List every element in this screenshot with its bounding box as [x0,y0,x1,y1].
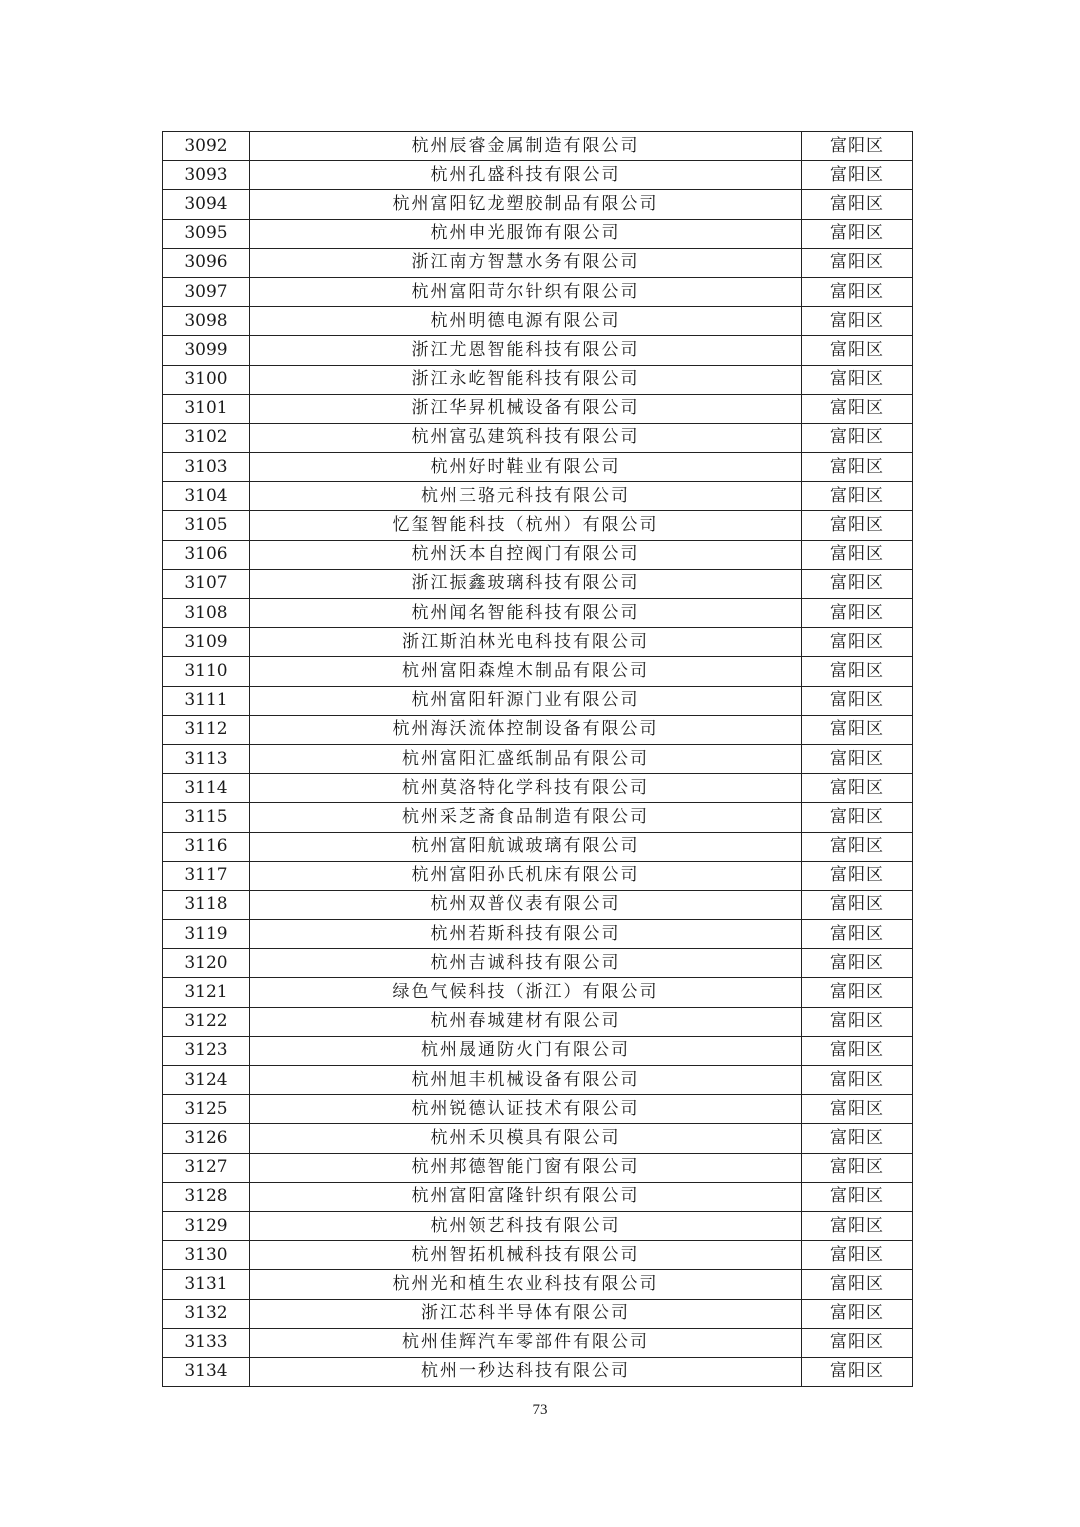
table-row [163,774,913,803]
company-name-cell: 杭州领艺科技有限公司 [250,1211,802,1240]
district-cell: 富阳区 [802,1241,913,1270]
row-number-cell: 3094 [163,190,250,219]
company-name-cell: 杭州佳辉汽车零部件有限公司 [250,1328,802,1357]
table-row [163,890,913,919]
company-name-cell: 浙江芯科半导体有限公司 [250,1299,802,1328]
table-row [163,861,913,890]
company-name-cell: 浙江尤恩智能科技有限公司 [250,336,802,365]
district-cell: 富阳区 [802,1124,913,1153]
row-number-cell: 3115 [163,803,250,832]
district-cell: 富阳区 [802,949,913,978]
row-number-cell: 3129 [163,1211,250,1240]
district-cell: 富阳区 [802,1066,913,1095]
table-row [163,1066,913,1095]
table-row [163,1124,913,1153]
row-number-cell: 3103 [163,453,250,482]
table-row [163,978,913,1007]
table-row [163,920,913,949]
table-row [163,365,913,394]
district-cell: 富阳区 [802,336,913,365]
row-number-cell: 3095 [163,219,250,248]
district-cell: 富阳区 [802,394,913,423]
row-number-cell: 3109 [163,628,250,657]
row-number-cell: 3118 [163,890,250,919]
company-name-cell: 杭州孔盛科技有限公司 [250,161,802,190]
company-name-cell: 杭州富阳钇龙塑胶制品有限公司 [250,190,802,219]
table-row [163,1153,913,1182]
table-row [163,832,913,861]
district-cell: 富阳区 [802,628,913,657]
row-number-cell: 3122 [163,1007,250,1036]
row-number-cell: 3108 [163,599,250,628]
company-name-cell: 杭州晟通防火门有限公司 [250,1036,802,1065]
table-row [163,599,913,628]
district-cell: 富阳区 [802,774,913,803]
row-number-cell: 3119 [163,920,250,949]
company-name-cell: 杭州好时鞋业有限公司 [250,453,802,482]
table-row [163,482,913,511]
row-number-cell: 3130 [163,1241,250,1270]
company-name-cell: 杭州锐德认证技术有限公司 [250,1095,802,1124]
district-cell: 富阳区 [802,1299,913,1328]
row-number-cell: 3096 [163,248,250,277]
company-name-cell: 浙江振鑫玻璃科技有限公司 [250,569,802,598]
row-number-cell: 3121 [163,978,250,1007]
company-name-cell: 杭州禾贝模具有限公司 [250,1124,802,1153]
company-name-cell: 杭州智拓机械科技有限公司 [250,1241,802,1270]
row-number-cell: 3104 [163,482,250,511]
district-cell: 富阳区 [802,569,913,598]
row-number-cell: 3097 [163,277,250,306]
company-table-body [163,132,913,1387]
company-name-cell: 杭州春城建材有限公司 [250,1007,802,1036]
district-cell: 富阳区 [802,511,913,540]
table-row [163,1299,913,1328]
district-cell: 富阳区 [802,1153,913,1182]
district-cell: 富阳区 [802,1007,913,1036]
company-name-cell: 忆玺智能科技（杭州）有限公司 [250,511,802,540]
row-number-cell: 3131 [163,1270,250,1299]
company-table [162,131,913,1387]
district-cell: 富阳区 [802,686,913,715]
row-number-cell: 3126 [163,1124,250,1153]
table-row [163,1328,913,1357]
company-name-cell: 杭州富阳富隆针织有限公司 [250,1182,802,1211]
company-name-cell: 浙江南方智慧水务有限公司 [250,248,802,277]
district-cell: 富阳区 [802,1270,913,1299]
row-number-cell: 3112 [163,715,250,744]
district-cell: 富阳区 [802,190,913,219]
table-row [163,511,913,540]
district-cell: 富阳区 [802,453,913,482]
company-name-cell: 绿色气候科技（浙江）有限公司 [250,978,802,1007]
table-row [163,1211,913,1240]
district-cell: 富阳区 [802,1036,913,1065]
company-name-cell: 杭州辰睿金属制造有限公司 [250,132,802,161]
row-number-cell: 3116 [163,832,250,861]
table-row [163,219,913,248]
company-name-cell: 杭州双普仪表有限公司 [250,890,802,919]
company-name-cell: 杭州富阳森煌木制品有限公司 [250,657,802,686]
row-number-cell: 3102 [163,423,250,452]
page-number: 73 [532,1402,548,1418]
company-name-cell: 杭州富阳轩源门业有限公司 [250,686,802,715]
company-name-cell: 杭州吉诚科技有限公司 [250,949,802,978]
district-cell: 富阳区 [802,1211,913,1240]
company-name-cell: 杭州沃本自控阀门有限公司 [250,540,802,569]
table-row [163,744,913,773]
table-row [163,161,913,190]
row-number-cell: 3120 [163,949,250,978]
row-number-cell: 3100 [163,365,250,394]
district-cell: 富阳区 [802,1095,913,1124]
district-cell: 富阳区 [802,219,913,248]
company-name-cell: 杭州邦德智能门窗有限公司 [250,1153,802,1182]
row-number-cell: 3101 [163,394,250,423]
company-name-cell: 杭州莫洛特化学科技有限公司 [250,774,802,803]
row-number-cell: 3113 [163,744,250,773]
table-row [163,715,913,744]
district-cell: 富阳区 [802,540,913,569]
table-row [163,803,913,832]
district-cell: 富阳区 [802,920,913,949]
row-number-cell: 3117 [163,861,250,890]
row-number-cell: 3128 [163,1182,250,1211]
table-row [163,336,913,365]
district-cell: 富阳区 [802,161,913,190]
table-row [163,307,913,336]
table-row [163,1241,913,1270]
row-number-cell: 3092 [163,132,250,161]
company-name-cell: 浙江华昇机械设备有限公司 [250,394,802,423]
row-number-cell: 3127 [163,1153,250,1182]
district-cell: 富阳区 [802,365,913,394]
table-row [163,1036,913,1065]
row-number-cell: 3110 [163,657,250,686]
district-cell: 富阳区 [802,832,913,861]
company-name-cell: 杭州采芝斋食品制造有限公司 [250,803,802,832]
row-number-cell: 3099 [163,336,250,365]
district-cell: 富阳区 [802,423,913,452]
company-name-cell: 杭州光和植生农业科技有限公司 [250,1270,802,1299]
table-row [163,949,913,978]
company-name-cell: 杭州富阳孙氏机床有限公司 [250,861,802,890]
row-number-cell: 3093 [163,161,250,190]
table-row [163,657,913,686]
table-row [163,1007,913,1036]
row-number-cell: 3106 [163,540,250,569]
table-row [163,686,913,715]
table-row [163,1270,913,1299]
district-cell: 富阳区 [802,248,913,277]
table-row [163,423,913,452]
district-cell: 富阳区 [802,132,913,161]
row-number-cell: 3123 [163,1036,250,1065]
row-number-cell: 3125 [163,1095,250,1124]
company-name-cell: 杭州富阳汇盛纸制品有限公司 [250,744,802,773]
table-row [163,540,913,569]
company-name-cell: 杭州海沃流体控制设备有限公司 [250,715,802,744]
table-row [163,248,913,277]
table-row [163,132,913,161]
row-number-cell: 3107 [163,569,250,598]
table-row [163,1095,913,1124]
company-name-cell: 杭州旭丰机械设备有限公司 [250,1066,802,1095]
row-number-cell: 3098 [163,307,250,336]
company-name-cell: 杭州富阳苛尔针织有限公司 [250,277,802,306]
company-name-cell: 杭州三骆元科技有限公司 [250,482,802,511]
table-row [163,394,913,423]
row-number-cell: 3124 [163,1066,250,1095]
table-row [163,453,913,482]
district-cell: 富阳区 [802,307,913,336]
company-name-cell: 杭州富阳航诚玻璃有限公司 [250,832,802,861]
company-name-cell: 杭州若斯科技有限公司 [250,920,802,949]
row-number-cell: 3134 [163,1357,250,1386]
table-row [163,569,913,598]
district-cell: 富阳区 [802,599,913,628]
row-number-cell: 3133 [163,1328,250,1357]
row-number-cell: 3105 [163,511,250,540]
district-cell: 富阳区 [802,657,913,686]
district-cell: 富阳区 [802,1357,913,1386]
district-cell: 富阳区 [802,978,913,1007]
company-name-cell: 杭州闻名智能科技有限公司 [250,599,802,628]
company-name-cell: 杭州明德电源有限公司 [250,307,802,336]
table-row [163,1182,913,1211]
table-row [163,190,913,219]
table-row [163,277,913,306]
table-row [163,1357,913,1386]
row-number-cell: 3132 [163,1299,250,1328]
district-cell: 富阳区 [802,1328,913,1357]
district-cell: 富阳区 [802,715,913,744]
district-cell: 富阳区 [802,744,913,773]
district-cell: 富阳区 [802,277,913,306]
company-name-cell: 浙江斯泊林光电科技有限公司 [250,628,802,657]
table-row [163,628,913,657]
district-cell: 富阳区 [802,482,913,511]
district-cell: 富阳区 [802,803,913,832]
row-number-cell: 3111 [163,686,250,715]
district-cell: 富阳区 [802,890,913,919]
company-name-cell: 浙江永屹智能科技有限公司 [250,365,802,394]
company-name-cell: 杭州富弘建筑科技有限公司 [250,423,802,452]
row-number-cell: 3114 [163,774,250,803]
district-cell: 富阳区 [802,1182,913,1211]
company-name-cell: 杭州申光服饰有限公司 [250,219,802,248]
district-cell: 富阳区 [802,861,913,890]
company-name-cell: 杭州一秒达科技有限公司 [250,1357,802,1386]
